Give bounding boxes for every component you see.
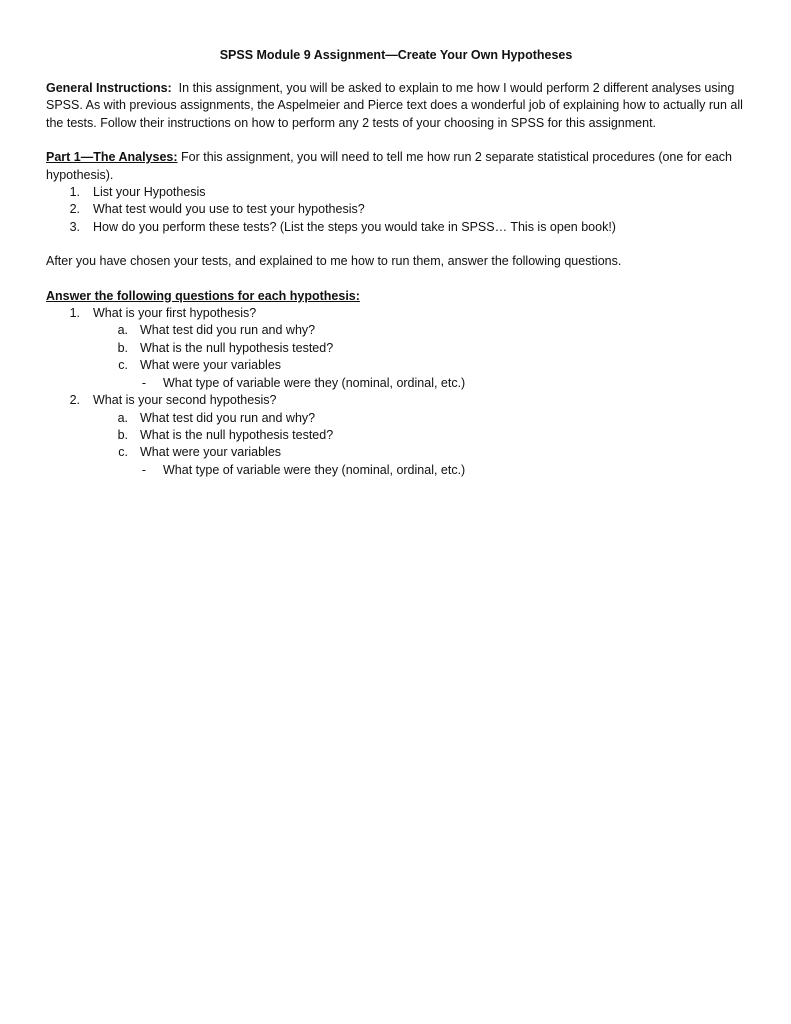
list-item-text: What is the null hypothesis tested? xyxy=(140,427,334,442)
list-item-text: What were your variables xyxy=(140,445,282,460)
sub-list-item xyxy=(46,427,746,444)
list-item xyxy=(46,184,746,201)
part1-label: Part 1—The Analyses: xyxy=(46,150,178,165)
list-marker: a. xyxy=(117,323,128,338)
list-item-text: What type of variable were they (nominal, ordinal, etc.) xyxy=(163,462,466,477)
questions-heading xyxy=(46,288,746,305)
list-item-text: What test would you use to test your hypothesis? xyxy=(93,202,365,217)
document-title: SPSS Module 9 Assignment—Create Your Own Hypotheses xyxy=(219,48,573,62)
list-item xyxy=(46,305,746,322)
document-page xyxy=(46,47,746,479)
list-marker: b. xyxy=(117,427,128,442)
list-item-text: What were your variables xyxy=(140,358,282,373)
list-item-text: What is your second hypothesis? xyxy=(93,393,277,408)
list-item-text: How do you perform these tests? (List the steps you would take in SPSS… This is open book!) xyxy=(93,219,616,234)
general-instructions-text: In this assignment, you will be asked to explain to me how I would perform 2 different analyses using SPSS. As with previous assignments, the Aspelmeier and Pierce text does a wonderful job of explaining how to actually run all the tests. Follow their instructions on how to perform any 2 tests of your choosing in SPSS for this assignment. xyxy=(46,81,743,130)
dash-list-item xyxy=(46,462,746,479)
list-item-text: What is your first hypothesis? xyxy=(93,306,257,321)
list-item xyxy=(46,392,746,409)
list-marker: b. xyxy=(117,340,128,355)
general-instructions xyxy=(46,80,746,132)
list-item xyxy=(46,201,746,218)
part1-intro xyxy=(46,149,746,184)
part1-text: For this assignment, you will need to tell me how run 2 separate statistical procedures (one for each hypothesis). xyxy=(46,150,732,182)
list-marker: 1. xyxy=(69,306,80,321)
list-marker: c. xyxy=(118,445,128,460)
sub-list-item xyxy=(46,410,746,427)
list-item-text: What type of variable were they (nominal, ordinal, etc.) xyxy=(163,375,466,390)
list-marker: a. xyxy=(117,410,128,425)
list-marker: c. xyxy=(118,358,128,373)
part1-list xyxy=(46,184,746,236)
list-item xyxy=(46,219,746,236)
questions-list xyxy=(46,305,746,479)
list-item-text: What test did you run and why? xyxy=(140,323,316,338)
list-marker: 2. xyxy=(69,393,80,408)
questions-label: Answer the following questions for each hypothesis: xyxy=(46,288,360,303)
list-item-text: List your Hypothesis xyxy=(93,185,206,200)
sub-list-item xyxy=(46,340,746,357)
sub-list-item xyxy=(46,357,746,374)
sub-list-item xyxy=(46,444,746,461)
list-item-text: What test did you run and why? xyxy=(140,410,316,425)
list-marker: 2. xyxy=(69,202,80,217)
general-instructions-label: General Instructions: xyxy=(46,81,172,95)
sub-list-item xyxy=(46,322,746,339)
list-marker: 1. xyxy=(69,185,80,200)
dash-marker: - xyxy=(141,462,147,477)
after-paragraph: After you have chosen your tests, and explained to me how to run them, answer the following questions. xyxy=(46,254,622,269)
list-item-text: What is the null hypothesis tested? xyxy=(140,340,334,355)
dash-marker: - xyxy=(141,375,147,390)
dash-list-item xyxy=(46,375,746,392)
list-marker: 3. xyxy=(69,219,80,234)
